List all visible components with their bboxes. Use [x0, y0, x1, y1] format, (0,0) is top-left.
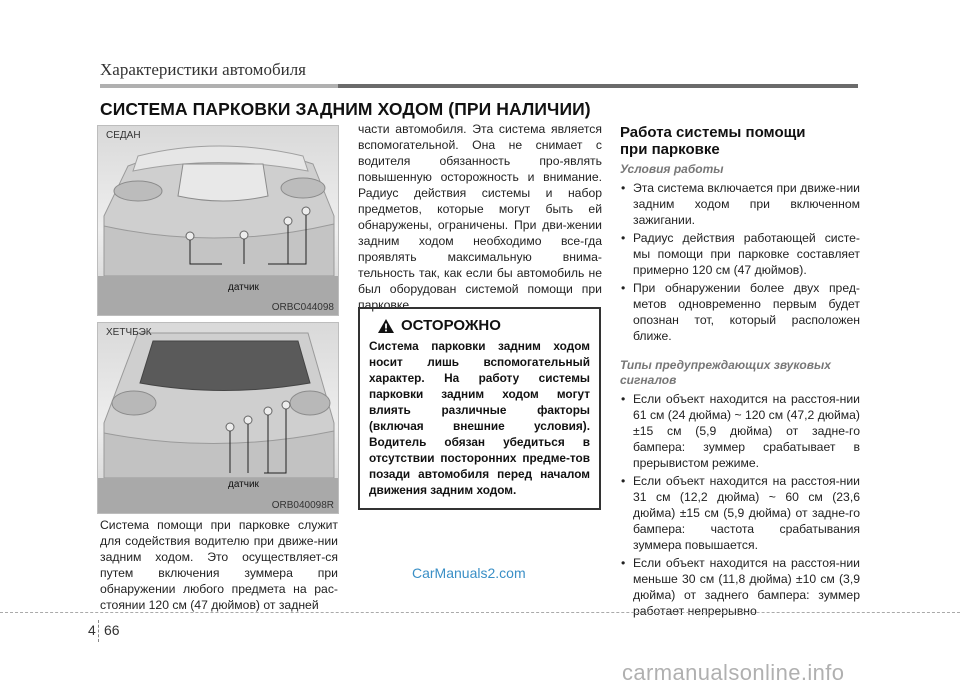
hatchback-sensor-label: датчик	[228, 479, 259, 490]
section-title: СИСТЕМА ПАРКОВКИ ЗАДНИМ ХОДОМ (ПРИ НАЛИЧИИ)	[100, 99, 591, 119]
page-separator	[98, 620, 99, 642]
header-rule	[100, 84, 858, 88]
warning-body: Система парковки задним ходом носит лишь вспомогательный характер. На работу системы парковки задним ходом могут влиять различные факторы (включая внешние условия). Водитель обязан убедиться в отсутствии посторонних предме-тов позади автомобиля перед началом движения задним ходом.	[369, 339, 590, 497]
signals-list	[620, 391, 860, 619]
col2-text: части автомобиля. Эта система является вспомогательной. Она не снимает с водителя обязанность про-являть повышенную осторожность и внимание. Радиус действия системы и набор предметов, которые могут быть ей обнаружены, ограничены. При дви-жении задним ходом необходимо все-гда проявлять максимальную внима-тельность так, как если бы автомобиль не был оборудован системой помощи при парковке.	[358, 122, 602, 312]
list-item: • Радиус действия работающей систе-мы помощи при парковке составляет примерно 120 см (47 дюймов).	[620, 230, 860, 278]
footer-brand: carmanualsonline.info	[622, 660, 845, 685]
col3-title-line2: при парковке	[620, 141, 720, 158]
list-item: • Эта система включается при движе-нии задним ходом при включенном зажигании.	[620, 180, 860, 228]
list-item: • Если объект находится на расстоя-нии 61 см (24 дюйма) ~ 120 см (47,2 дюйма) ±15 см (5,9 дюйма) от задне-го бампера: зуммер срабатывает в прерывистом режиме.	[620, 391, 860, 471]
sedan-photo	[97, 125, 339, 316]
sedan-label: СЕДАН	[106, 130, 141, 141]
chapter-number: 4	[88, 622, 96, 638]
list-item: • При обнаружении более двух пред-метов одновременно первым будет опознан тот, который расположен ближе.	[620, 280, 860, 344]
warning-box	[358, 307, 601, 510]
signals-title-line2: сигналов	[620, 373, 677, 387]
list-item: • Если объект находится на расстоя-нии меньше 30 см (11,8 дюйма) ±10 см (3,9 дюйма) от заднего бампера: зуммер работает непрерывно	[620, 555, 860, 619]
col3-title	[620, 124, 860, 158]
sedan-code: ORBC044098	[271, 302, 334, 313]
hatchback-code: ORB040098R	[271, 500, 334, 511]
warning-title: ОСТОРОЖНО	[401, 317, 501, 334]
footer-rule	[0, 612, 960, 613]
col3-title-line1: Работа системы помощи	[620, 124, 806, 141]
list-item: • Если объект находится на расстоя-нии 31 см (12,2 дюйма) ~ 60 см (23,6 дюйма) ±15 см (5,9 дюйма) от задне-го бампера: частота срабатывания зуммера повышается.	[620, 473, 860, 553]
sedan-illustration	[98, 126, 339, 316]
signals-title-line1: Типы предупреждающих звуковых	[620, 358, 831, 372]
warning-triangle-icon	[377, 318, 395, 334]
header-title: Характеристики автомобиля	[100, 60, 306, 79]
col3	[620, 124, 860, 621]
signals-title	[620, 358, 860, 388]
watermark-link[interactable]: CarManuals2.com	[412, 565, 526, 581]
conditions-list	[620, 180, 860, 344]
page-number: 66	[104, 622, 120, 638]
warning-header	[377, 317, 590, 334]
hatchback-label: ХЕТЧБЭК	[106, 327, 152, 338]
col1-text: Система помощи при парковке служит для содействия водителю при движе-нии задним ходом. Это осуществляет-ся путем включения зуммера при обнаружении любого предмета на рас-стоянии 120 см (47 дюймов) от задней	[100, 518, 338, 612]
sedan-sensor-label: датчик	[228, 282, 259, 293]
conditions-title: Условия работы	[620, 162, 724, 176]
hatchback-illustration	[98, 323, 339, 514]
hatchback-photo	[97, 322, 339, 514]
